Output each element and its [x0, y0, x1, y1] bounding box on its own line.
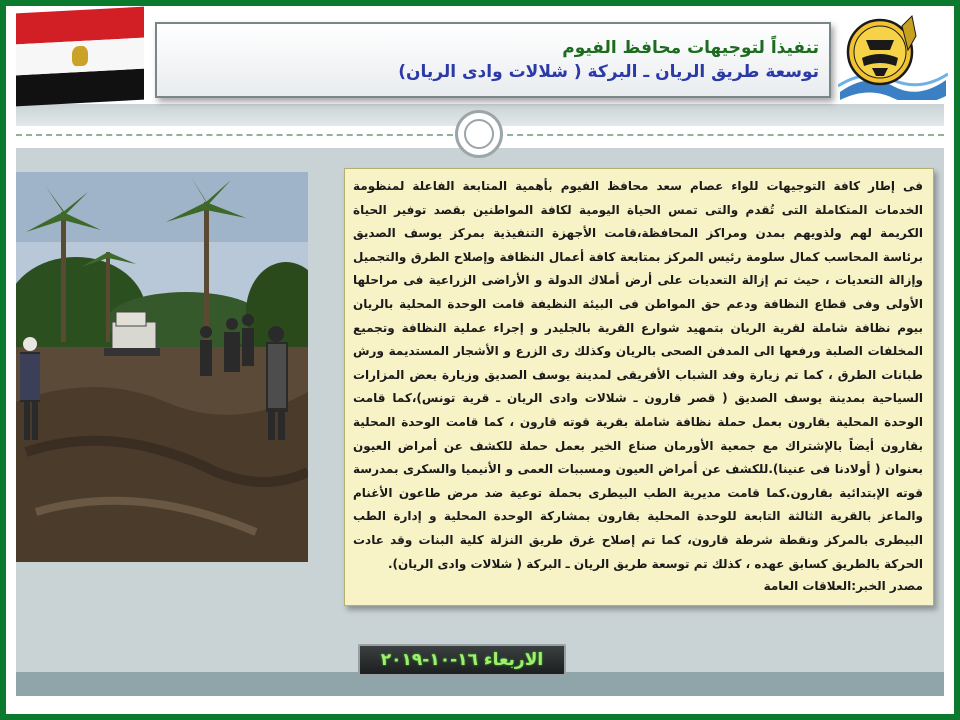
article-source: مصدر الخبر:العلاقات العامة	[763, 579, 923, 594]
date-badge	[358, 644, 566, 676]
decorative-circle	[455, 110, 503, 158]
egypt-flag-icon	[16, 7, 144, 108]
page-title: تنفيذاً لتوجيهات محافظ الفيوم	[562, 38, 819, 58]
title-banner	[155, 22, 831, 98]
page-subtitle: توسعة طريق الريان ـ البركة ( شلالات وادى الريان)	[398, 62, 819, 82]
fayoum-governorate-logo-icon	[838, 10, 948, 100]
road-works-photo	[16, 172, 308, 562]
publish-date: الاربعاء ١٦-١٠-٢٠١٩	[380, 650, 544, 670]
article-body: فى إطار كافة التوجيهات للواء عصام سعد محافظ الفيوم بأهمية المتابعة الفاعلة لمنظومة الخدمات المتكاملة التى تُقدم والتى تمس الحياة اليومية لكافة المواطنين بقصد توفير الحياة الكريمة لهم ولذويهم بمدن ومراكز المحافظة،قامت الأجهزة التنفيذية بمركز يوسف الصديق برئاسة المحاسب كمال سلومة رئيس المركز بمتابعة كافة أعمال النظافة وإصلاح الطرق والتجميل وإزالة التعديات ، حيث تم إزالة التعديات على أرض أملاك الدولة و الأراضى الزراعية فى مراحلها الأولى وفى قطاع النظافة ودعم حق المواطن فى البيئة النظيفة قامت الوحدة المحلية بالريان بيوم نظافة شاملة لقرية الريان بتمهيد شوارع القرية بالجليدر و إجراء عملية النظافة وتجميع المخلفات الصلبة ورفعها الى المدفن الصحى بالريان وكذلك رى الزرع و الأشجار المستديمة ورش طبانات الطرق ، كما تم زيارة وفد الشباب الأفريقى لمدينة يوسف الصديق وزيارة بعض المزارات السياحية بمدينة يوسف الصديق ( قصر قارون ـ شلالات وادى الريان ـ قرية تونس)،كما قامت الوحدة المحلية بقارون بعمل حملة نظافة شاملة بقرية قوته قارون ، كما قامت الوحدة المحلية بقارون أيضاً بالإشتراك مع جمعية الأورمان صناع الخير بعمل حملة للكشف عن أمراض العيون بعنوان ( أولادنا فى عنينا).للكشف عن أمراض العيون ومسببات العمى و الأنيميا والسكرى بمدرسة قوته الإبتدائية بقارون.كما قامت مديرية الطب البيطرى بحملة توعية ضد مرض طاعون الأغنام والماعز بالقرية الثالثة التابعة للوحدة المحلية بقارون بمشاركة الوحدة المحلية و إدارة الطب البيطرى بالمركز ونقطة شرطة قارون، كما تم إصلاح غرق طريق النزلة كلية البنات وقد عادت الحركة بالطريق كسابق عهده ، كذلك تم توسعة طريق الريان ـ البركة ( شلالات وادى الريان).	[353, 179, 923, 571]
article-panel	[344, 168, 934, 606]
